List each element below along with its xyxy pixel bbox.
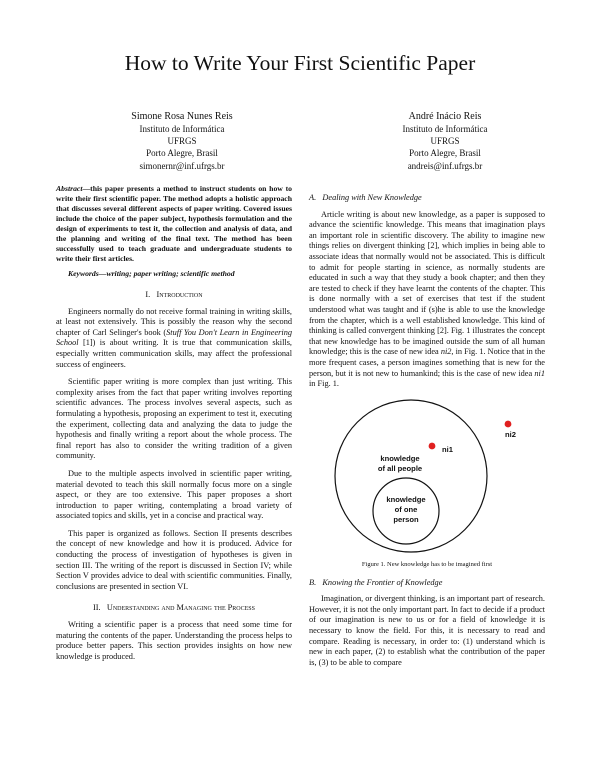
right-column xyxy=(309,184,545,668)
author-block-1 xyxy=(72,110,292,172)
section-number: II. xyxy=(93,603,101,613)
outer-label-line-2: of all people xyxy=(377,463,423,473)
figure-1 xyxy=(309,398,545,558)
idea-dot-ni2 xyxy=(505,420,512,427)
author-affiliation: Instituto de Informática xyxy=(139,124,225,134)
author-email: simonernr@inf.ufrgs.br xyxy=(139,160,225,171)
abstract xyxy=(56,184,292,264)
outer-label-line-1: knowledge xyxy=(380,453,420,463)
inner-label-line-3: person xyxy=(393,514,419,524)
author-affiliation: Instituto de Informática xyxy=(402,124,488,134)
author-location: Porto Alegre, Brasil xyxy=(409,148,481,159)
text-run: Engineers normally do not receive formal training in writing skills, at least not extensively. This is possibly the reason why the second chapter of Carl Selinger's book ( xyxy=(56,306,292,337)
book-title: Stuff You Don't Learn in Engineering School xyxy=(56,327,292,348)
abstract-label: Abstract xyxy=(56,184,83,193)
inner-label-line-2: of one xyxy=(394,504,418,514)
abstract-text: —this paper presents a method to instruct students on how to write their first scientific paper. The method adopts a holistic approach that discusses several different aspects of paper writing. Covered issues include the choice of the paper subject, hypothesis formulation and the design of experiments to test it, the collection and analysis of data, and the planning and writing of the final text. The method has been successfully used to teach graduate and undergraduate students to write their first articles. xyxy=(56,184,292,263)
idea-label-ni1: ni1 xyxy=(442,444,453,454)
subsection-label: A. xyxy=(309,193,317,202)
keywords: Keywords—writing; paper writing; scientific method xyxy=(68,269,235,278)
subsection-heading-a xyxy=(309,193,545,204)
idea-reference: ni1 xyxy=(534,368,545,378)
author-email: andreis@inf.ufrgs.br xyxy=(407,160,483,171)
section-title: Understanding and Managing the Process xyxy=(106,603,255,613)
idea-label-ni2: ni2 xyxy=(505,429,516,439)
subsection-title: Knowing the Frontier of Knowledge xyxy=(322,577,443,587)
knowledge-diagram xyxy=(309,398,545,558)
paragraph: Imagination, or divergent thinking, is an important part of research. However, it is not the only important part. In fact to decide if a product of our imagination is new to us or for a field of knowledge it is necessary to know the field. For this, it is necessary to read and compare. Reading is necessary, in order to: (1) understand which is new in each paper, (2) to establish what the contribution of the paper is, (3) to be able to compare xyxy=(309,594,545,667)
text-run: , in Fig. 1. Notice that in the more frequent cases, a person imagines something that is new for the person, but it is not new to humankind; this is the case of new idea xyxy=(309,347,545,378)
outer-circle xyxy=(335,400,487,552)
author-location: Porto Alegre, Brasil xyxy=(146,148,218,159)
subsection-title: Dealing with New Knowledge xyxy=(322,193,422,202)
left-column xyxy=(56,184,292,662)
subsection-label: B. xyxy=(309,577,317,587)
text-run: [1]) is about writing. It is true that communication skills, especially written communication skills, may affect the professional success of engineers. xyxy=(56,338,292,369)
paragraph: This paper is organized as follows. Section II presents describes the concept of new knowledge and how it is produced. Advice for conducting the process of investigation of hypotheses is given in section III. The writing of the report is discussed in Section IV; while Section V provides advice to deal with scientific communities. Finally, conclusions are presented in section VI. xyxy=(56,528,292,591)
section-heading-introduction xyxy=(56,290,292,301)
author-affiliation-2: UFRGS xyxy=(167,136,197,147)
paragraph xyxy=(56,307,292,371)
idea-reference: ni2 xyxy=(440,347,452,357)
text-run: Article writing is about new knowledge, as a paper is supposed to advance the scientific knowledge. This means that imagination plays an important role in scientific discovery. The ability to imagine new things relies on divergent thinking [2], which implies in being able to associate ideas that normally would not be associated. This is difficult to admit for people starting in science, as normally students are educated in such a way that they study a book chapter; and then they are tested to check if they have learnt the contents of the chapter. This is done normally with a set of exercises that test if the student understood what was taught and if (s)he is able to use the knowledge from the chapter, which is a well established knowledge. This kind of thinking is called convergent thinking [2]. Fig. 1 illustrates the concept that new knowledge has to be imagined outside the sum of all human knowledge; this is the case of new idea xyxy=(309,209,545,357)
author-affiliation-2: UFRGS xyxy=(430,136,460,147)
inner-label-line-1: knowledge xyxy=(386,494,426,504)
paragraph: Scientific paper writing is more complex than just writing. This complexity arises from the fact that paper writing involves reporting scientific advances. The process involves several aspects, such as formulating a hypothesis, proposing an experiment to test it, executing the experiment, collecting data and analyzing the data to judge the hypothesis and finally writing a report about the whole process. The final report has also to consider the writing tradition of a given community. xyxy=(56,377,292,461)
author-name: Simone Rosa Nunes Reis xyxy=(131,111,233,122)
subsection-heading-b xyxy=(309,578,545,589)
paragraph: Due to the multiple aspects involved in scientific paper writing, material devoted to teach this skill normally focus more on a single aspect, or they are too extensive. This paper proposes a short introduction to paper writing, contemplating a broad variety of associated topics and skills, yet in a concise and practical way. xyxy=(56,468,292,521)
author-block-2 xyxy=(335,110,555,172)
figure-caption: Figure 1. New knowledge has to be imagined first xyxy=(361,560,493,568)
section-heading-process xyxy=(56,603,292,614)
idea-dot-ni1 xyxy=(429,442,436,449)
paragraph xyxy=(309,210,545,390)
section-number: I. xyxy=(145,290,151,299)
text-run: in Fig. 1. xyxy=(309,379,339,389)
paper-title: How to Write Your First Scientific Paper xyxy=(124,51,476,75)
section-title: Introduction xyxy=(156,290,203,299)
paragraph: Writing a scientific paper is a process that need some time for maturing the contents of the paper. Understanding the process helps to produce better papers. This section provides insights on how new knowledge is produced. xyxy=(56,620,292,661)
author-name: André Inácio Reis xyxy=(408,111,482,122)
